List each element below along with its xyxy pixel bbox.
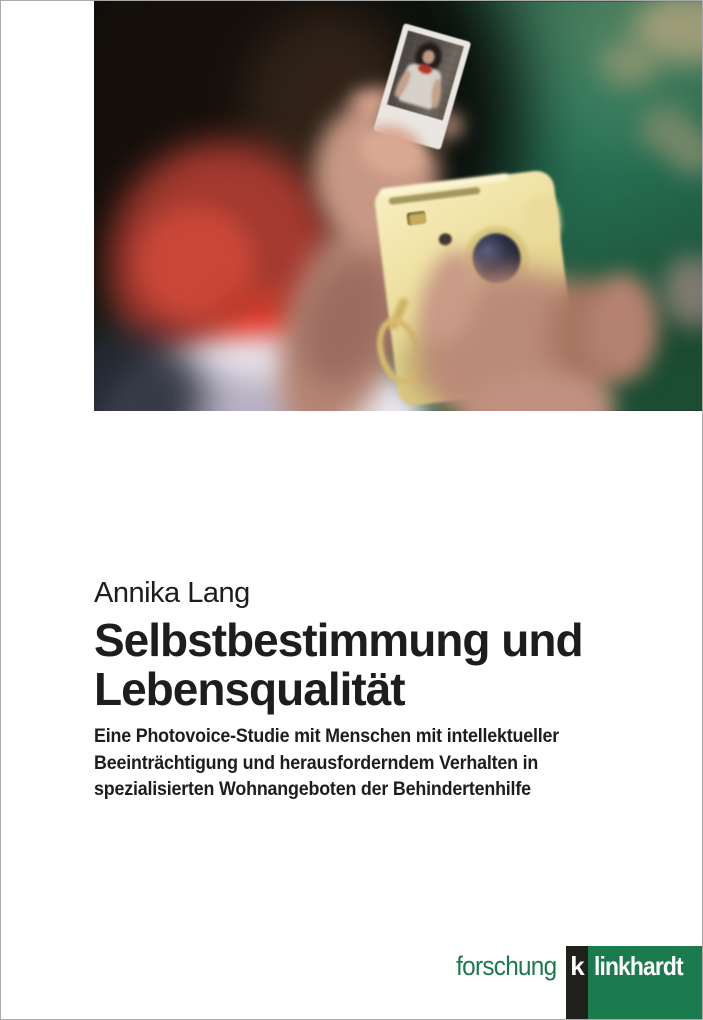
book-title <box>94 616 583 714</box>
publisher-logo-name: linkhardt <box>594 951 683 981</box>
publisher-logo-k-box <box>566 946 588 1019</box>
blurred-leaf-spot <box>662 256 703 328</box>
title-line: Selbstbestimmung und <box>94 614 583 666</box>
title-line: Lebensqualität <box>94 663 405 715</box>
right-hand-fingers <box>586 273 658 381</box>
film-counter-window <box>406 211 426 226</box>
publisher-logo-k: k <box>570 951 584 981</box>
book-subtitle <box>94 724 559 804</box>
subtitle-line: Eine Photovoice-Studie mit Menschen mit intellektueller <box>94 726 560 747</box>
author-name: Annika Lang <box>94 577 250 609</box>
blurred-leaf-spot <box>599 41 659 86</box>
cover-photo <box>94 1 703 411</box>
subtitle-line: spezialisierten Wohnangeboten der Behindertenhilfe <box>94 779 531 800</box>
series-label: forschung <box>455 951 556 981</box>
publisher-logo-name-box <box>588 946 703 1019</box>
polaroid-image <box>387 30 464 120</box>
subtitle-line: Beeinträchtigung und herausforderndem Verhalten in <box>94 752 539 774</box>
